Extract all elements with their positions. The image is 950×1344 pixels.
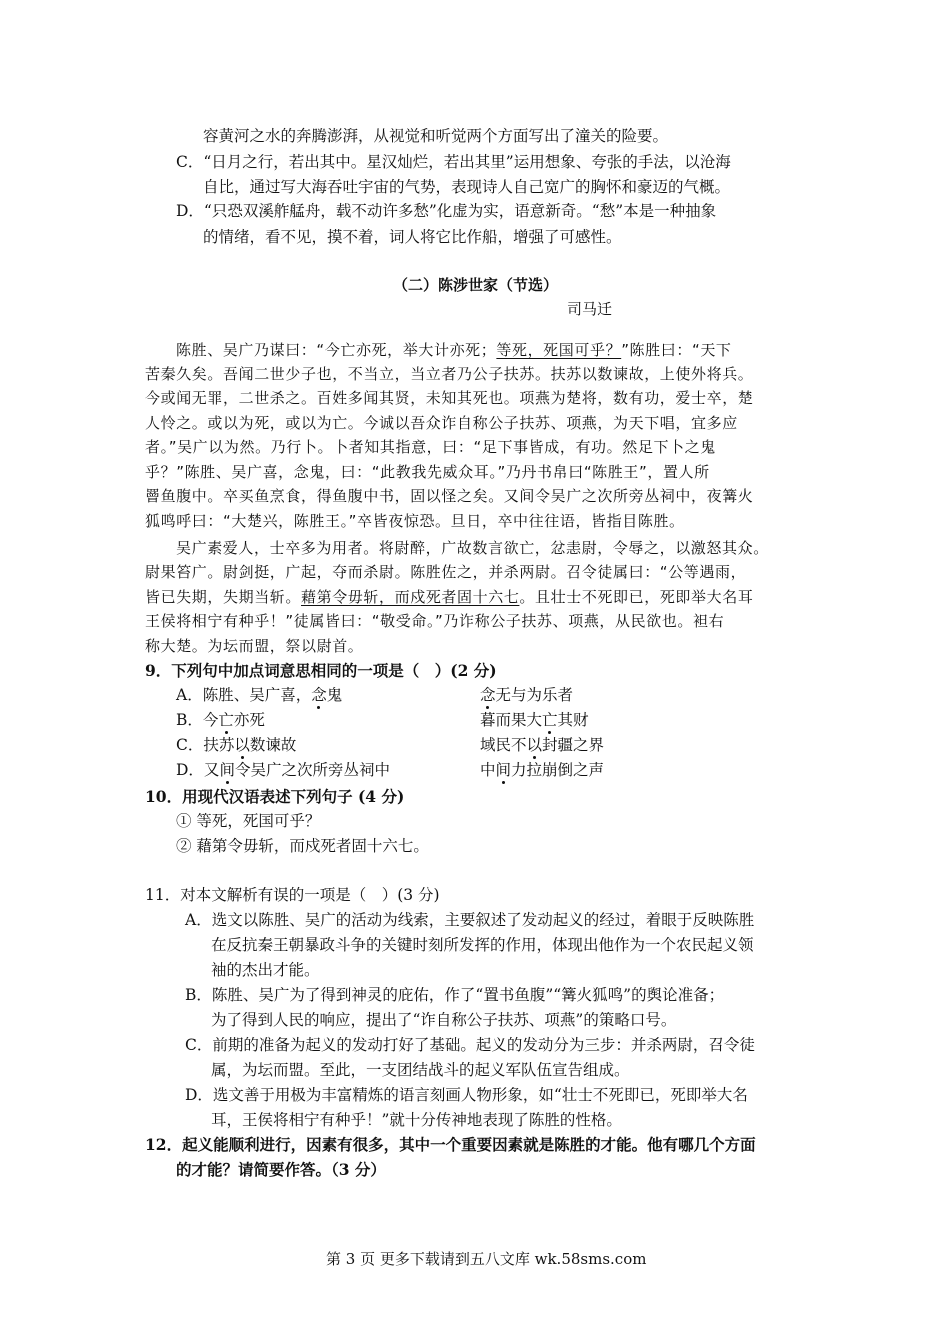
q9-option-d-left: D．又间令吴广之次所旁丛祠中 [176,761,390,779]
q11-option-b-line2: 为了得到人民的响应，提出了“诈自称公子扶苏、项燕”的策略口号。 [211,1011,677,1029]
q11-option-d-line2: 耳，王侯将相宁有种乎！”就十分传神地表现了陈胜的性格。 [211,1111,622,1129]
question-11-stem: 11．对本文解析有误的一项是（ ）(3 分) [145,886,440,904]
q11-option-c-line1: C．前期的准备为起义的发动打好了基础。起义的发动分为三步：并杀两尉，召令徒 [185,1036,755,1054]
q11-option-a-line2: 在反抗秦王朝暴政斗争的关键时刻所发挥的作用，体现出他作为一个农民起义领 [211,936,754,954]
passage-line: 苦秦久矣。吾闻二世少子也，不当立，当立者乃公子扶苏。扶苏以数谏故，上使外将兵。 [145,365,754,383]
q9-option-b-left: B．今亡亦死 [176,711,265,729]
passage-author: 司马迁 [567,300,613,318]
passage-line: 称大楚。为坛而盟，祭以尉首。 [145,637,364,655]
q9-option-a-right: 念无与为乐者 [480,686,574,704]
q9-option-d-right: 中间力拉崩倒之声 [480,761,605,779]
option-d-line2: 的情绪，看不见，摸不着，词人将它比作船，增强了可感性。 [203,228,622,246]
page-footer: 第 3 页 更多下载请到五八文库 wk.58sms.com [326,1250,647,1268]
q11-option-c-line2: 属，为坛而盟。至此，一支团结战斗的起义军队伍宣告组成。 [211,1061,630,1079]
q11-option-d-line1: D．选文善于用极为丰富精炼的语言刻画人物形象，如“壮士不死即已，死即举大名 [185,1086,748,1104]
option-c-line1: C．“日月之行，若出其中。星汉灿烂，若出其里”运用想象、夸张的手法，以沧海 [176,153,731,171]
passage-line: 乎？”陈胜、吴广喜，念鬼，曰：“此教我先威众耳。”乃丹书帛曰“陈胜王”，置人所 [145,463,710,481]
q10-sentence-1: ① 等死，死国可乎？ [176,812,321,830]
passage-line: 罾鱼腹中。卒买鱼烹食，得鱼腹中书，固以怪之矣。又间令吴广之次所旁丛祠中，夜篝火 [145,487,754,505]
q11-option-a-line1: A．选文以陈胜、吴广的活动为线索，主要叙述了发动起义的经过，着眼于反映陈胜 [185,911,755,929]
question-9-stem: 9．下列句中加点词意思相同的一项是（ ）(2 分) [145,661,497,680]
question-10-stem: 10．用现代汉语表述下列句子 (4 分) [145,787,405,806]
q10-sentence-2: ② 藉第令毋斩，而戍死者固十六七。 [176,837,429,855]
passage-line: 皆已失期，失期当斩。藉第令毋斩，而戍死者固十六七。且壮士不死即已，死即举大名耳 [145,588,754,606]
passage-line: 今或闻无罪，二世杀之。百姓多闻其贤，未知其死也。项燕为楚将，数有功，爱士卒，楚 [145,389,754,407]
passage-line: 人怜之。或以为死，或以为亡。今诚以吾众诈自称公子扶苏、项燕，为天下唱，宜多应 [145,414,738,432]
option-c-line2: 自比，通过写大海吞吐宇宙的气势，表现诗人自己宽广的胸怀和豪迈的气概。 [203,178,731,196]
q9-option-a-left: A．陈胜、吴广喜，念鬼 [176,686,343,704]
question-12-line2: 的才能？请简要作答。（3 分） [176,1160,386,1179]
passage-line: 吴广素爱人，士卒多为用者。将尉醉，广故数言欲亡，忿恚尉，令辱之，以激怒其众。 [176,539,769,557]
passage-line: 狐鸣呼曰：“大楚兴，陈胜王。”卒皆夜惊恐。旦日，卒中往往语，皆指目陈胜。 [145,512,685,530]
q9-option-b-right: 暮而果大亡其财 [480,711,589,729]
q11-option-a-line3: 袖的杰出才能。 [211,961,320,979]
q9-option-c-left: C．扶苏以数谏故 [176,736,297,754]
q9-option-c-right: 域民不以封疆之界 [480,736,605,754]
underlined-sentence-1: 等死，死国可乎？ [496,341,622,359]
underlined-sentence-2: 藉第令毋斩，而戍死者固十六七 [301,588,520,606]
q11-option-b-line1: B．陈胜、吴广为了得到神灵的庇佑，作了“置书鱼腹”“篝火狐鸣”的舆论准备； [185,986,725,1004]
passage-title: （二）陈涉世家（节选） [393,276,559,294]
passage-line: 者。”吴广以为然。乃行卜。卜者知其指意，曰：“足下事皆成，有功。然足下卜之鬼 [145,438,716,456]
passage-line: 陈胜、吴广乃谋曰：“今亡亦死，举大计亦死；等死，死国可乎？”陈胜曰：“天下 [176,341,732,359]
passage-line: 王侯将相宁有种乎！”徒属皆曰：“敬受命。”乃诈称公子扶苏、项燕，从民欲也。袒右 [145,612,725,630]
passage-line: 尉果笞广。尉剑挺，广起，夺而杀尉。陈胜佐之，并杀两尉。召令徒属曰：“公等遇雨， [145,563,747,581]
option-d-line1: D．“只恐双溪舴艋舟，载不动许多愁”化虚为实，语意新奇。“愁”本是一种抽象 [176,202,717,220]
question-12-line1: 12．起义能顺利进行，因素有很多，其中一个重要因素就是陈胜的才能。他有哪几个方面 [145,1135,756,1154]
option-b-continuation: 容黄河之水的奔腾澎湃，从视觉和听觉两个方面写出了潼关的险要。 [203,127,669,145]
